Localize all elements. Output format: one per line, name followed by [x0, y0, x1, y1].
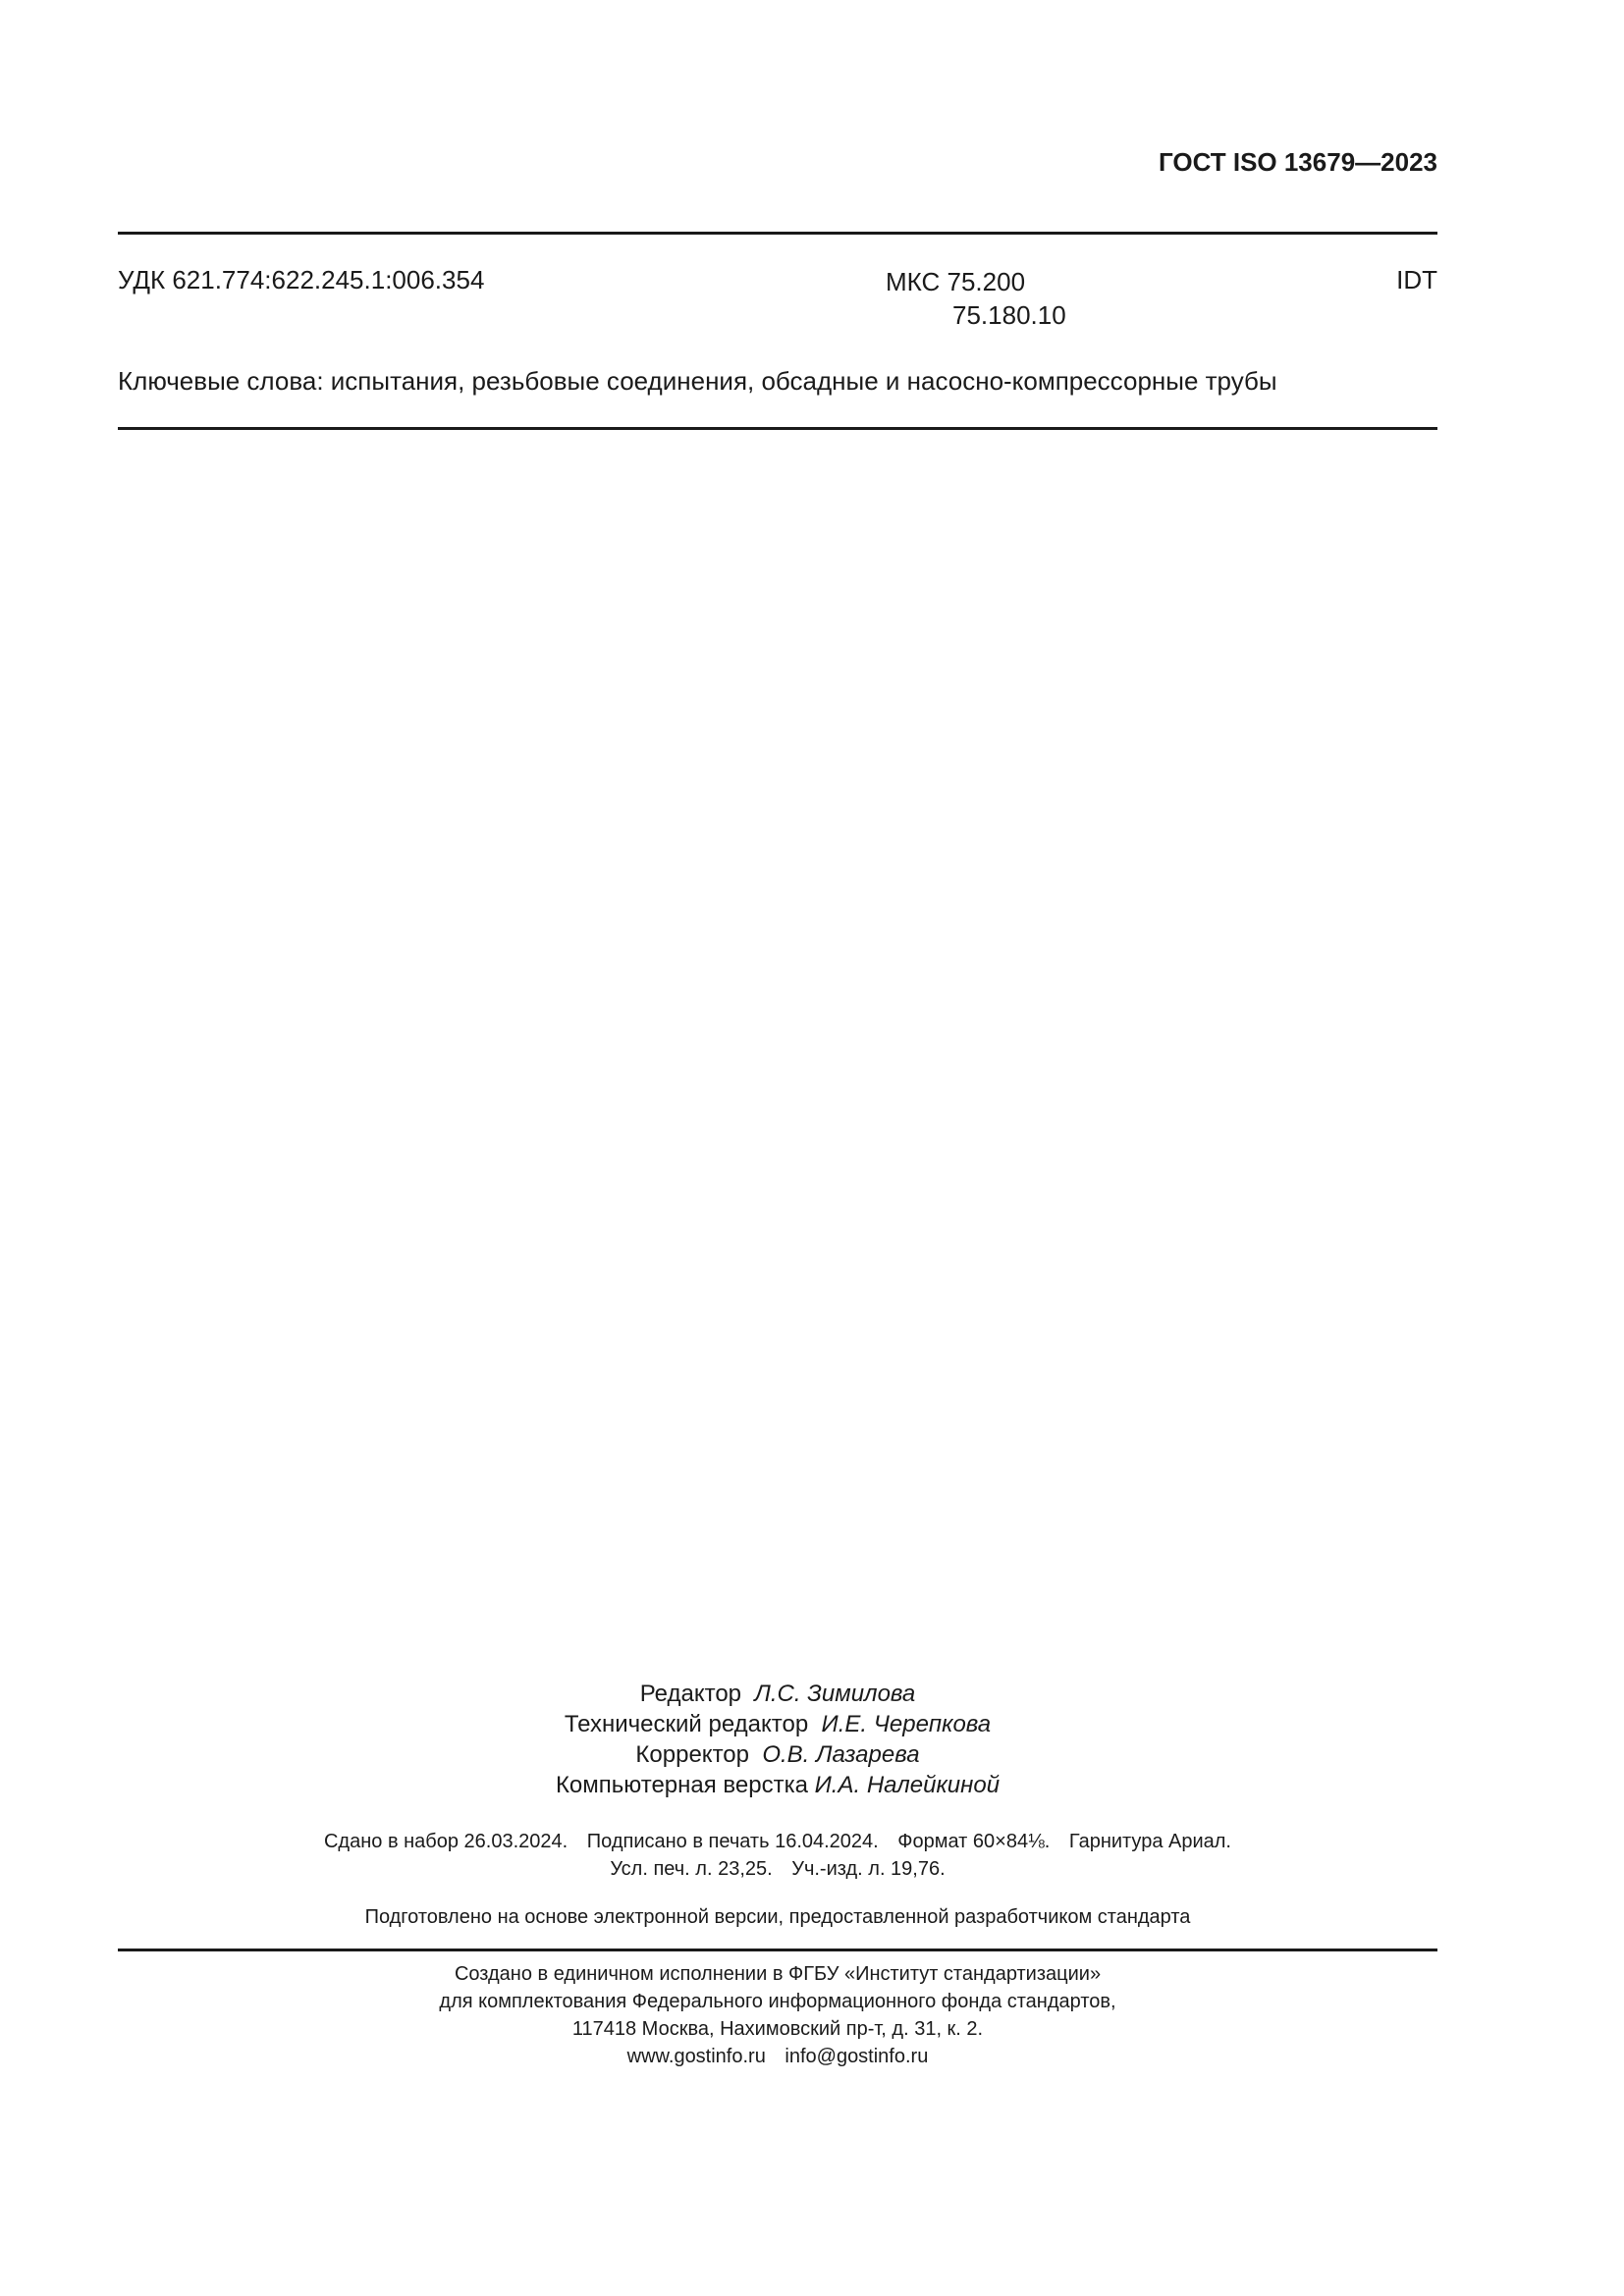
imprint-format: Формат 60×84⅛.	[897, 1831, 1051, 1852]
credit-name: О.В. Лазарева	[762, 1741, 920, 1768]
publisher-line-1: Создано в единичном исполнении в ФГБУ «Институт стандартизации»	[454, 1963, 1102, 1985]
mks-codes	[886, 265, 1066, 332]
keywords-line: Ключевые слова: испытания, резьбовые соединения, обсадные и насосно-компрессорные трубы	[118, 366, 1277, 396]
keywords-divider	[118, 427, 1437, 430]
mks-code-1: МКС 75.200	[886, 267, 1026, 296]
imprint-submitted: Сдано в набор 26.03.2024.	[323, 1831, 568, 1852]
credits-block	[118, 1679, 1437, 1800]
credit-name: Л.С. Зимилова	[754, 1681, 916, 1707]
imprint-publisher-sheets: Уч.-изд. л. 19,76.	[791, 1858, 946, 1880]
publisher-address: 117418 Москва, Нахимовский пр-т, д. 31, к. 2.	[571, 2018, 984, 2040]
credit-name: И.А. Налейкиной	[814, 1772, 1001, 1798]
imprint-line-1	[118, 1828, 1437, 1855]
udk-code: УДК 621.774:622.245.1:006.354	[118, 265, 485, 294]
credit-proofreader	[118, 1739, 1437, 1770]
credit-layout	[118, 1770, 1437, 1800]
imprint-print-sheets: Усл. печ. л. 23,25.	[610, 1858, 773, 1880]
top-divider	[118, 232, 1437, 235]
publisher-email-link[interactable]: info@gostinfo.ru	[785, 2046, 929, 2067]
prepared-note: Подготовлено на основе электронной версии, предоставленной разработчиком стандарта	[364, 1906, 1191, 1928]
standard-code: ГОСТ ISO 13679—2023	[1158, 147, 1437, 177]
credit-role: Компьютерная верстка	[555, 1772, 808, 1798]
publisher-line-2: для комплектования Федерального информационного фонда стандартов,	[439, 1991, 1116, 2012]
credit-role: Редактор	[639, 1681, 742, 1707]
credit-role: Корректор	[635, 1741, 749, 1768]
imprint-signed: Подписано в печать 16.04.2024.	[586, 1831, 879, 1852]
credit-tech-editor	[118, 1709, 1437, 1739]
publisher-website-link[interactable]: www.gostinfo.ru	[626, 2046, 766, 2067]
imprint-line-2	[118, 1855, 1437, 1883]
publisher-block	[118, 1960, 1437, 2070]
bottom-divider	[118, 1949, 1437, 1951]
mks-code-2: 75.180.10	[952, 300, 1066, 330]
imprint-block	[118, 1828, 1437, 1883]
credit-role: Технический редактор	[564, 1711, 809, 1737]
publisher-contacts	[118, 2043, 1437, 2070]
credit-editor	[118, 1679, 1437, 1709]
equivalence-degree: IDT	[1396, 265, 1437, 294]
credit-name: И.Е. Черепкова	[821, 1711, 992, 1737]
imprint-typeface: Гарнитура Ариал.	[1068, 1831, 1231, 1852]
